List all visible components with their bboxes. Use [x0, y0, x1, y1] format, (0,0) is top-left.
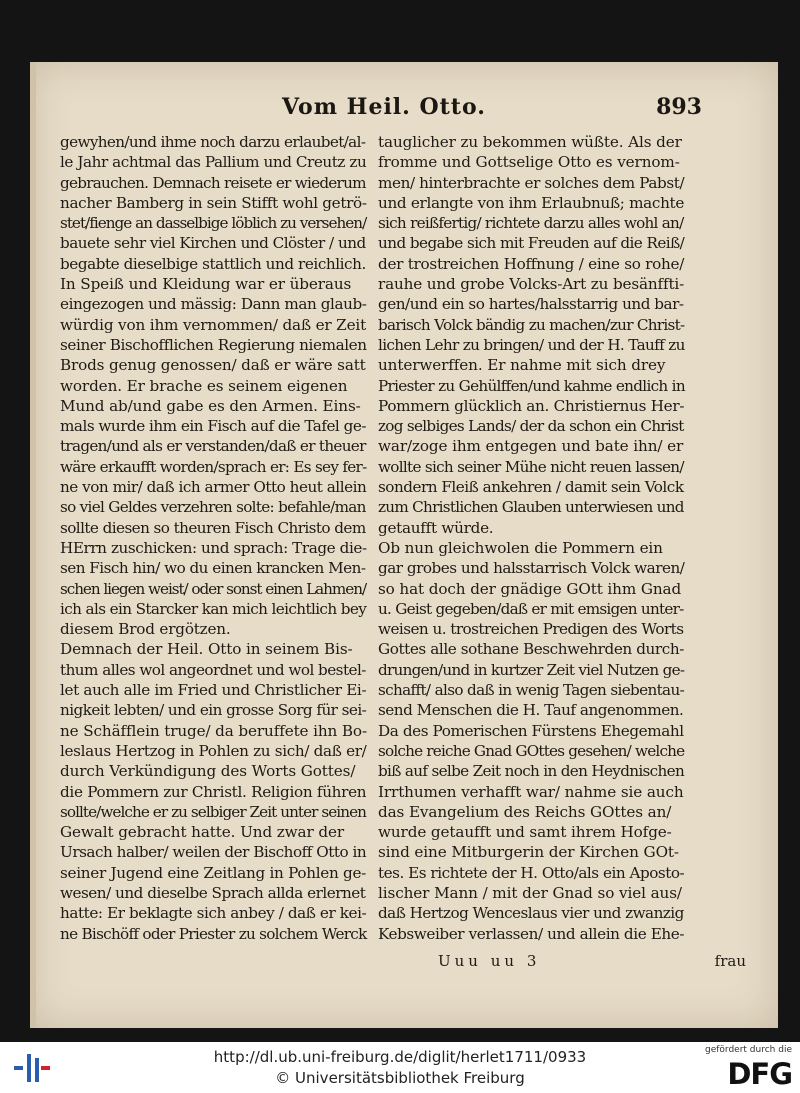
text-line: und begabe sich mit Freuden auf die Reiß/: [378, 234, 685, 253]
text-line: HErrn zuschicken: und sprach: Trage die-: [60, 538, 367, 557]
text-line: ich als ein Starcker kan mich leichtlich bey: [60, 599, 367, 618]
text-line: weisen u. trostreichen Predigen des Worts: [378, 620, 684, 639]
text-line: so hat doch der gnädige GOtt ihm Gnad: [378, 579, 682, 598]
text-line: mals wurde ihm ein Fisch auf die Tafel ge-: [60, 417, 366, 436]
text-line: Gottes alle sothane Beschwehrden durch-: [378, 640, 684, 659]
copyright-notice: © Universitätsbibliothek Freiburg: [275, 1069, 525, 1087]
text-line: Irrthumen verhafft war/ nahme sie auch: [378, 782, 684, 801]
permalink-url[interactable]: http://dl.ub.uni-freiburg.de/diglit/herlet1711/0933: [213, 1048, 587, 1066]
catchword: frau: [714, 952, 746, 970]
text-line: le Jahr achtmal das Pallium und Creutz zu: [60, 153, 367, 172]
text-line: Ursach halber/ weilen der Bischoff Otto in: [60, 843, 367, 862]
running-header: [282, 94, 702, 128]
text-line: Priester zu Gehülffen/und kahme endlich in: [378, 376, 685, 395]
text-line: unterwerffen. Er nahme mit sich drey: [378, 356, 666, 375]
text-line: bauete sehr viel Kirchen und Clöster / und: [60, 234, 366, 253]
viewer-footer: [0, 1042, 800, 1093]
text-line: wäre erkaufft worden/sprach er: Es sey fer-: [60, 457, 367, 476]
text-line: Da des Pomerischen Fürstens Ehegemahl: [378, 721, 684, 740]
page-number: 893: [656, 94, 702, 120]
dfg-logo: DFG: [727, 1057, 792, 1091]
text-line: u. Geist gegeben/daß er mit emsigen unter-: [378, 599, 684, 618]
running-title: Vom Heil. Otto.: [282, 94, 486, 120]
text-line: eingezogen und mässig: Dann man glaub-: [60, 295, 367, 314]
text-line: let auch alle im Fried und Christlicher Ei-: [60, 681, 367, 700]
text-line: Ob nun gleichwolen die Pommern ein: [378, 538, 663, 557]
text-line: hatte: Er beklagte sich anbey / daß er kei-: [60, 904, 367, 923]
text-column-right: [378, 132, 688, 944]
text-line: stet/fienge an dasselbige löblich zu versehen/: [60, 214, 367, 233]
text-line: getaufft würde.: [378, 518, 494, 537]
text-line: würdig von ihm vernommen/ daß er Zeit: [60, 315, 367, 334]
text-line: tragen/und als er verstanden/daß er theuer: [60, 437, 366, 456]
text-line: lichen Lehr zu bringen/ und der H. Tauff zu: [378, 335, 685, 354]
text-line: wollte sich seiner Mühe nicht reuen lassen/: [378, 457, 684, 476]
text-line: gen/und ein so hartes/halsstarrig und bar-: [378, 295, 684, 314]
text-line: war/zoge ihm entgegen und bate ihn/ er: [378, 437, 684, 456]
dfg-funding-badge: [704, 1045, 792, 1089]
text-line: ne von mir/ daß ich armer Otto heut allein: [60, 478, 367, 497]
text-line: rauhe und grobe Volcks-Art zu besänffti-: [378, 275, 685, 294]
text-line: gar grobes und halsstarrisch Volck waren/: [378, 559, 685, 578]
signature-mark: Uuu uu 3: [438, 952, 541, 970]
text-line: sind eine Mitburgerin der Kirchen GOt-: [378, 843, 679, 862]
text-line: Brods genug genossen/ daß er wäre satt: [60, 356, 366, 375]
text-line: send Menschen die H. Tauf angenommen.: [378, 701, 684, 720]
text-line: Kebsweiber verlassen/ und allein die Ehe-: [378, 924, 685, 943]
text-line: sollte/welche er zu selbiger Zeit unter seinen: [60, 802, 366, 821]
text-line: drungen/und in kurtzer Zeit viel Nutzen ge-: [378, 660, 685, 679]
text-column-left: [60, 132, 370, 944]
page-edge: [30, 62, 36, 1028]
text-line: seiner Jugend eine Zeitlang in Pohlen ge-: [60, 863, 366, 882]
text-line: seiner Bischofflichen Regierung niemalen: [60, 335, 367, 354]
text-line: worden. Er brache es seinem eigenen: [60, 376, 348, 395]
text-line: ne Bischöff oder Priester zu solchem Werck: [60, 924, 367, 943]
text-line: fromme und Gottselige Otto es vernom-: [378, 153, 680, 172]
book-page: [30, 62, 778, 1028]
text-line: ne Schäfflein truge/ da beruffete ihn Bo-: [60, 721, 367, 740]
text-line: begabte dieselbige stattlich und reichlich.: [60, 254, 366, 273]
text-line: der trostreichen Hoffnung / eine so rohe/: [378, 254, 685, 273]
text-line: barisch Volck bändig zu machen/zur Christ-: [378, 315, 685, 334]
text-line: zog selbiges Lands/ der da schon ein Christ: [378, 417, 684, 436]
text-line: zum Christlichen Glauben unterwiesen und: [378, 498, 684, 517]
text-line: solche reiche Gnad GOttes gesehen/ welche: [378, 741, 685, 760]
text-line: Demnach der Heil. Otto in seinem Bis-: [60, 640, 353, 659]
text-line: Gewalt gebracht hatte. Und zwar der: [60, 823, 345, 842]
text-line: In Speiß und Kleidung war er überaus: [60, 275, 352, 294]
text-line: Mund ab/und gabe es den Armen. Eins-: [60, 396, 361, 415]
text-line: sollte diesen so theuren Fisch Christo dem: [60, 518, 366, 537]
text-line: nigkeit lebten/ und ein grosse Sorg für sei-: [60, 701, 367, 720]
text-line: lischer Mann / mit der Gnad so viel aus/: [378, 883, 682, 902]
text-line: biß auf selbe Zeit noch in den Heydnischen: [378, 762, 685, 781]
text-line: Pommern glücklich an. Christiernus Her-: [378, 396, 685, 415]
text-line: und erlangte von ihm Erlaubnuß; machte: [378, 193, 684, 212]
text-line: tauglicher zu bekommen wüßte. Als der: [378, 133, 682, 151]
text-line: sondern Fleiß ankehren / damit sein Volck: [378, 478, 684, 497]
dfg-note: gefördert durch die: [705, 1045, 792, 1055]
text-line: gewyhen/und ihme noch darzu erlaubet/al-: [60, 133, 366, 151]
text-line: sen Fisch hin/ wo du einen krancken Men-: [60, 559, 366, 578]
text-line: die Pommern zur Christl. Religion führen: [60, 782, 367, 801]
text-line: nacher Bamberg in sein Stifft wohl getrö-: [60, 193, 367, 212]
text-line: schen liegen weist/ oder sonst einen Lahmen/: [60, 579, 367, 598]
text-line: tes. Es richtete der H. Otto/als ein Aposto-: [378, 863, 685, 882]
text-line: das Evangelium des Reichs GOttes an/: [378, 802, 672, 821]
text-line: thum alles wol angeordnet und wol bestel-: [60, 660, 366, 679]
text-line: gebrauchen. Demnach reisete er wiederum: [60, 173, 366, 192]
text-line: so viel Geldes verzehren solte: befahle/man: [60, 498, 366, 517]
text-line: schafft/ also daß in wenig Tagen siebentau-: [378, 681, 685, 700]
text-line: wurde getaufft und samt ihrem Hofge-: [378, 823, 672, 842]
text-line: sich reißfertig/ richtete darzu alles wohl an/: [378, 214, 684, 233]
text-line: wesen/ und dieselbe Sprach allda erlernet: [60, 883, 366, 902]
text-line: durch Verkündigung des Worts Gottes/: [60, 762, 356, 781]
text-line: daß Hertzog Wenceslaus vier und zwanzig: [378, 904, 684, 923]
text-line: diesem Brod ergötzen.: [60, 620, 231, 639]
text-line: men/ hinterbrachte er solches dem Pabst/: [378, 173, 685, 192]
text-line: leslaus Hertzog in Pohlen zu sich/ daß er/: [60, 741, 367, 760]
